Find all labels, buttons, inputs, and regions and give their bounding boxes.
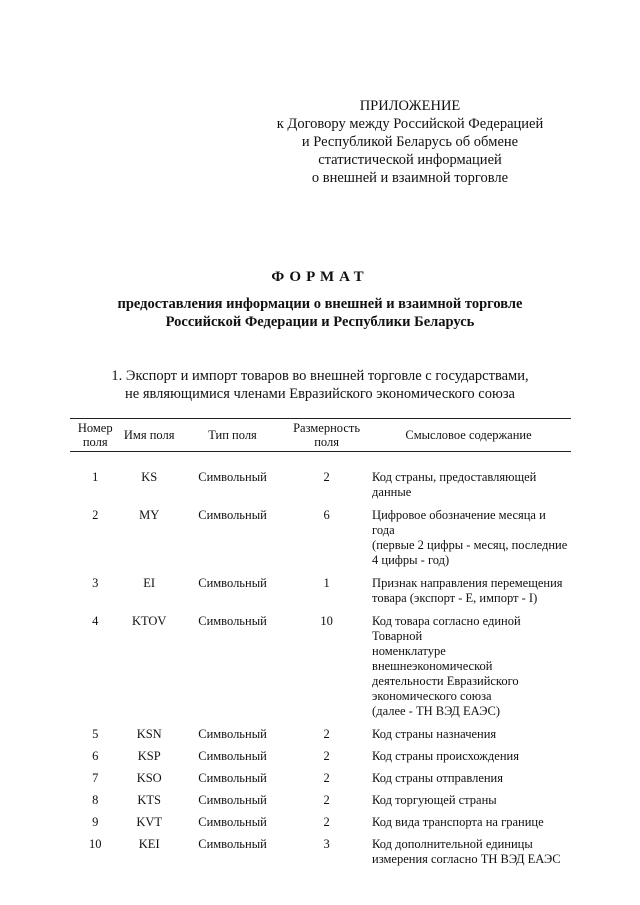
cell-name: KSO <box>136 771 162 785</box>
table-row <box>70 574 571 612</box>
cell-type: Символьный <box>198 727 267 741</box>
cell-size: 2 <box>323 749 330 763</box>
subtitle-line: Российской Федерации и Республики Беларусь <box>165 314 475 330</box>
meaning-line: Цифровое обозначение месяца и года <box>372 508 546 537</box>
header-field-number <box>70 419 120 452</box>
cell-type: Символьный <box>198 837 267 851</box>
cell-size: 2 <box>323 727 330 741</box>
table-header-row <box>70 419 571 452</box>
cell-name: MY <box>139 508 160 522</box>
cell-number: 2 <box>92 508 99 522</box>
cell-name: EI <box>143 576 156 590</box>
header-field-name: Имя поля <box>120 419 177 452</box>
cell-meaning <box>366 725 571 747</box>
cell-type: Символьный <box>198 771 267 785</box>
table-row <box>70 468 571 506</box>
cell-number: 6 <box>92 749 99 763</box>
cell-type: Символьный <box>198 793 267 807</box>
cell-size: 2 <box>323 793 330 807</box>
cell-number: 10 <box>88 837 102 851</box>
header-field-meaning: Смысловое содержание <box>366 419 571 452</box>
table-row <box>70 791 571 813</box>
cell-name: KSN <box>136 727 162 741</box>
appendix-line: статистической информацией <box>318 152 502 168</box>
header-text: Номер <box>77 421 113 435</box>
table-row <box>70 769 571 791</box>
subtitle-line: предоставления информации о внешней и взаимной торговле <box>117 296 523 312</box>
cell-size: 10 <box>320 614 333 628</box>
meaning-line: Код товара согласно единой Товарной <box>372 614 521 643</box>
cell-name: KS <box>141 470 158 484</box>
table-row <box>70 725 571 747</box>
meaning-line: Код страны происхождения <box>372 749 519 763</box>
cell-type: Символьный <box>198 614 267 628</box>
appendix-line: к Договору между Российской Федерацией <box>276 116 544 132</box>
cell-type: Символьный <box>198 508 267 522</box>
appendix-line: о внешней и взаимной торговле <box>311 170 509 186</box>
table-row <box>70 612 571 725</box>
meaning-line: Код вида транспорта на границе <box>372 815 544 829</box>
appendix-line: и Республикой Беларусь об обмене <box>301 134 519 150</box>
header-text: Размерность <box>293 421 361 435</box>
cell-number: 8 <box>92 793 99 807</box>
meaning-line: данные <box>372 485 412 499</box>
cell-meaning <box>366 769 571 791</box>
cell-type: Символьный <box>198 470 267 484</box>
meaning-line: Код страны назначения <box>372 727 497 741</box>
table-row <box>70 747 571 769</box>
meaning-line: Код дополнительной единицы <box>372 837 533 851</box>
cell-size: 3 <box>323 837 330 851</box>
cell-meaning <box>366 612 571 725</box>
cell-type: Символьный <box>198 749 267 763</box>
table-row <box>70 835 571 873</box>
cell-number: 3 <box>92 576 99 590</box>
cell-size: 2 <box>323 771 330 785</box>
cell-size: 2 <box>323 815 330 829</box>
cell-number: 7 <box>92 771 99 785</box>
header-text: поля <box>314 435 339 449</box>
appendix-line: ПРИЛОЖЕНИЕ <box>359 98 461 114</box>
header-field-size <box>287 419 366 452</box>
cell-number: 1 <box>92 470 99 484</box>
cell-type: Символьный <box>198 576 267 590</box>
meaning-line: Код страны, предоставляющей <box>372 470 537 484</box>
cell-meaning <box>366 747 571 769</box>
cell-name: KTOV <box>131 614 167 628</box>
cell-type: Символьный <box>198 815 267 829</box>
cell-number: 4 <box>92 614 99 628</box>
meaning-line: деятельности Евразийского <box>372 674 519 688</box>
section-title <box>0 367 640 403</box>
cell-meaning <box>366 791 571 813</box>
cell-meaning <box>366 574 571 612</box>
cell-size: 1 <box>323 576 330 590</box>
meaning-line: 4 цифры - год) <box>372 553 450 567</box>
field-format-table <box>70 418 571 873</box>
table-row <box>70 813 571 835</box>
header-text: поля <box>82 435 108 449</box>
cell-number: 5 <box>92 727 99 741</box>
cell-name: KEI <box>138 837 160 851</box>
meaning-line: экономического союза <box>372 689 492 703</box>
cell-meaning <box>366 468 571 506</box>
section-title-line: не являющимися членами Евразийского экономического союза <box>125 386 515 402</box>
header-field-type: Тип поля <box>178 419 287 452</box>
meaning-line: товара (экспорт - Е, импорт - I) <box>372 591 538 605</box>
cell-name: KVT <box>136 815 163 829</box>
meaning-line: измерения согласно ТН ВЭД ЕАЭС <box>372 852 561 866</box>
table-row <box>70 506 571 574</box>
document-subtitle <box>0 295 640 331</box>
document-title: ФОРМАТ <box>271 269 369 285</box>
cell-name: KSP <box>137 749 161 763</box>
table-spacer <box>70 452 571 469</box>
cell-meaning <box>366 506 571 574</box>
cell-name: KTS <box>137 793 161 807</box>
meaning-line: (первые 2 цифры - месяц, последние <box>372 538 568 552</box>
meaning-line: Код торгующей страны <box>372 793 497 807</box>
meaning-line: номенклатуре внешнеэкономической <box>372 644 493 673</box>
meaning-line: (далее - ТН ВЭД ЕАЭС) <box>372 704 501 718</box>
cell-meaning <box>366 835 571 873</box>
cell-number: 9 <box>92 815 99 829</box>
meaning-line: Признак направления перемещения <box>372 576 563 590</box>
cell-size: 2 <box>323 470 330 484</box>
appendix-header <box>260 97 560 187</box>
meaning-line: Код страны отправления <box>372 771 503 785</box>
cell-meaning <box>366 813 571 835</box>
section-title-line: 1. Экспорт и импорт товаров во внешней торговле с государствами, <box>111 368 529 384</box>
cell-size: 6 <box>323 508 330 522</box>
